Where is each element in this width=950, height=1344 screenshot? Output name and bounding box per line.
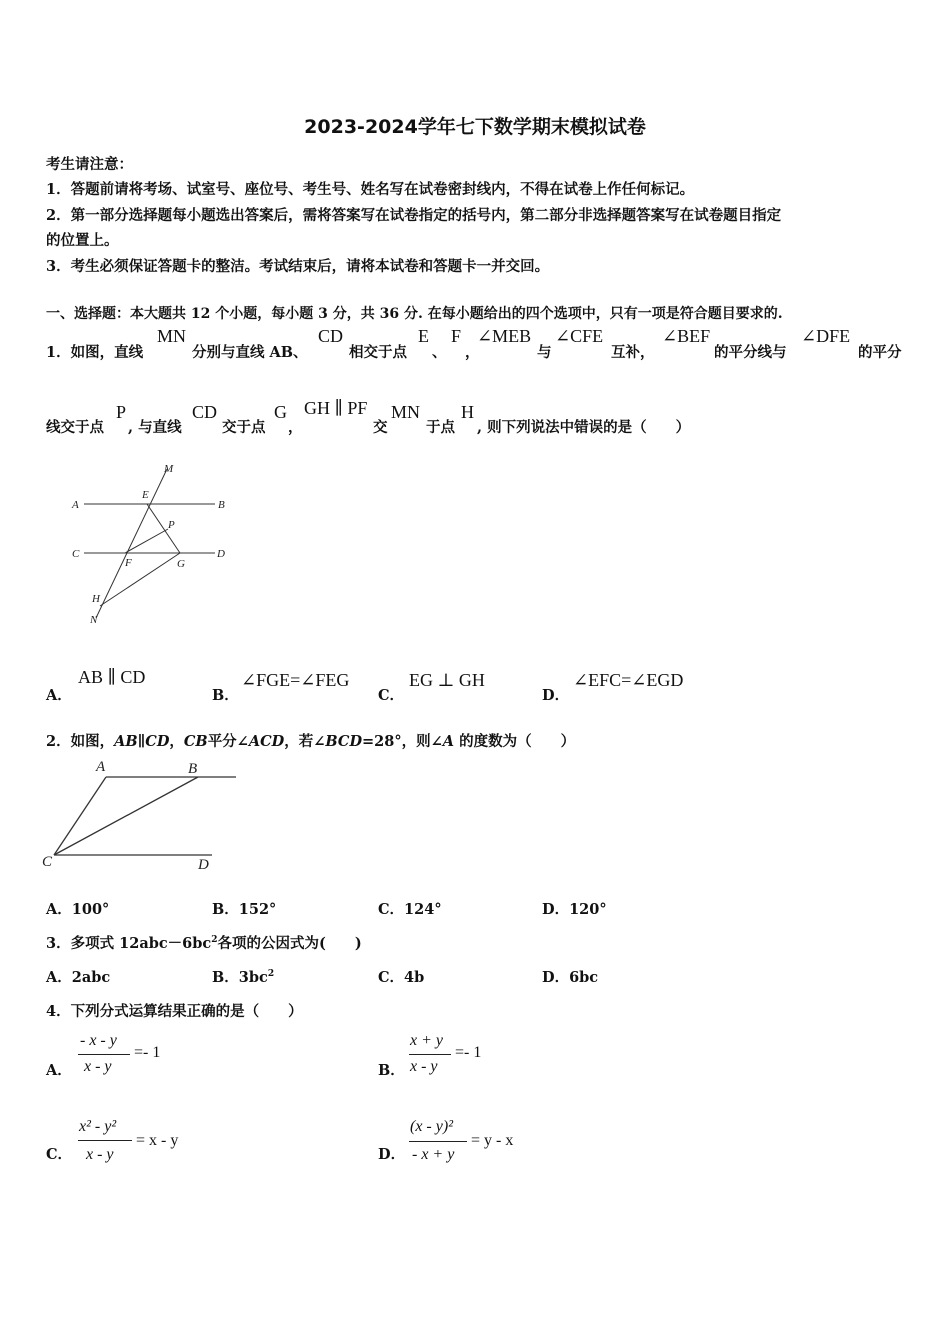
fraction-numerator: - x - y (80, 1032, 117, 1049)
q2-math: AB∥CD (114, 733, 170, 750)
q1-text: 与 (537, 344, 552, 361)
fig1-label-n: N (90, 614, 98, 626)
q1-text: , 则下列说法中错误的是（ ） (477, 419, 691, 436)
fraction-denominator: x - y (410, 1058, 438, 1075)
q4-option-c-letter: C． (46, 1146, 73, 1163)
q1-text: , 与直线 (128, 419, 182, 436)
fraction-denominator: x - y (84, 1058, 112, 1075)
q1-text: ， (288, 419, 303, 436)
q2-math: BCD (325, 733, 363, 750)
fig2-label-b: B (188, 761, 198, 777)
notice-heading: 考生请注意： (46, 156, 133, 173)
fig1-label-e: E (142, 489, 149, 501)
option-b (212, 966, 274, 987)
option-c-letter: C． (378, 687, 405, 704)
q1-text: ， (465, 344, 480, 361)
fig1-label-f: F (125, 557, 132, 569)
fig1-label-b: B (218, 499, 225, 511)
q1-text: 的平分 (858, 344, 902, 361)
option-a-math: AB ∥ CD (78, 667, 146, 687)
q1-text: 互补， (611, 344, 655, 361)
q1-math: GH ∥ PF (304, 398, 368, 418)
q1-math: MN (157, 326, 187, 346)
q1-math: ∠DFE (801, 326, 851, 346)
fraction-rhs: = y - x (471, 1132, 514, 1149)
fraction-rhs: =- 1 (455, 1044, 482, 1061)
option-c-math: EG ⊥ GH (409, 670, 485, 690)
option-a (46, 898, 109, 919)
q1-math: CD (192, 402, 218, 422)
question-2-figure (40, 755, 250, 875)
question-1-figure (60, 460, 250, 630)
fig1-label-g: G (177, 558, 185, 570)
q1-math: ∠BEF (662, 326, 711, 346)
fig1-label-a: A (72, 499, 79, 511)
option-b (212, 898, 276, 919)
fraction-rhs: = x - y (136, 1132, 179, 1149)
q1-math: MN (391, 402, 421, 422)
q3-exponent: 2 (211, 935, 218, 946)
q1-text: 、 (432, 344, 447, 361)
option-text: 124° (404, 901, 442, 918)
fig2-label-a: A (96, 759, 106, 775)
q1-text: 于点 (426, 419, 455, 436)
option-b-letter: B． (212, 687, 239, 704)
fig1-label-c: C (72, 548, 80, 560)
q1-text: 线交于点 (46, 419, 104, 436)
question-4-stem: 4．下列分式运算结果正确的是（ ） (46, 1003, 303, 1020)
q1-math: H (461, 402, 474, 422)
q1-text: 分别与直线 AB、 (192, 344, 308, 361)
q3-text: 各项的公因式为( ) (217, 935, 362, 952)
fig2-label-d: D (198, 857, 209, 873)
q2-text: ， (169, 733, 184, 750)
option-letter: C． (378, 901, 405, 918)
option-exponent: 2 (267, 969, 275, 980)
q1-text: 1．如图，直线 (46, 344, 144, 361)
option-text: 120° (569, 901, 607, 918)
fig1-label-m: M (164, 463, 174, 475)
q1-math: G (274, 402, 287, 422)
option-c (378, 966, 424, 987)
option-d (542, 898, 607, 919)
q1-text: 交于点 (222, 419, 266, 436)
option-a-letter: A． (46, 687, 72, 704)
fraction-bar (78, 1140, 132, 1141)
q2-text: =28°，则∠ (362, 733, 443, 750)
fraction-numerator: (x - y)² (410, 1118, 453, 1135)
option-text: 3bc (238, 969, 268, 986)
q2-text: 平分∠ (207, 733, 249, 750)
option-text: 100° (71, 901, 110, 918)
option-d-letter: D． (542, 687, 570, 704)
option-letter: D． (542, 969, 570, 986)
fig1-label-d: D (217, 548, 225, 560)
fig2-label-c: C (42, 854, 53, 870)
q4-option-d-letter: D． (378, 1146, 406, 1163)
q4-option-a-letter: A． (46, 1062, 72, 1079)
page-title: 2023-2024学年七下数学期末模拟试卷 (304, 116, 646, 138)
fraction-bar (78, 1054, 130, 1055)
q2-text: 的度数为（ ） (454, 733, 576, 750)
q1-math: CD (318, 326, 344, 346)
option-letter: D． (542, 901, 570, 918)
option-text: 152° (238, 901, 277, 918)
q1-text: 交 (373, 419, 388, 436)
option-d-math: ∠EFC=∠EGD (573, 670, 684, 690)
q2-text: ，若∠ (284, 733, 326, 750)
q1-math: ∠CFE (555, 326, 604, 346)
q1-math: F (451, 326, 462, 346)
option-c (378, 898, 442, 919)
fraction-denominator: x - y (86, 1146, 114, 1163)
fraction-numerator: x + y (410, 1032, 443, 1049)
option-a (46, 966, 110, 987)
q1-math: ∠MEB (477, 326, 532, 346)
notice-line-2a: 2．第一部分选择题每小题选出答案后，需将答案写在试卷指定的括号内，第二部分非选择题答案写在试卷题目指定 (46, 207, 782, 224)
option-letter: A． (46, 901, 72, 918)
q1-text: 相交于点 (349, 344, 407, 361)
q2-text: 2．如图， (46, 733, 115, 750)
q1-math: P (116, 402, 127, 422)
option-text: 6bc (569, 969, 599, 986)
q3-text: 3．多项式 12abc－6bc (46, 935, 212, 952)
option-text: 2abc (71, 969, 111, 986)
fig1-label-h: H (92, 593, 100, 605)
notice-line-3: 3．考生必须保证答题卡的整洁。考试结束后，请将本试卷和答题卡一并交回。 (46, 258, 550, 275)
notice-line-2b: 的位置上。 (46, 232, 119, 249)
option-letter: A． (46, 969, 72, 986)
question-2-stem (46, 730, 575, 751)
fraction-denominator: - x + y (412, 1146, 455, 1163)
option-b-math: ∠FGE=∠FEG (241, 670, 350, 690)
option-text: 4b (404, 969, 425, 986)
option-d (542, 966, 598, 987)
question-3-stem (46, 932, 362, 953)
q2-math: A (442, 733, 455, 750)
fraction-bar (409, 1141, 467, 1142)
q1-text: 的平分线与 (714, 344, 787, 361)
fraction-numerator: x² - y² (79, 1118, 117, 1135)
option-letter: C． (378, 969, 405, 986)
notice-line-1: 1．答题前请将考场、试室号、座位号、考生号、姓名写在试卷密封线内，不得在试卷上作任何标记。 (46, 181, 695, 198)
q2-math: ACD (248, 733, 285, 750)
option-letter: B． (212, 969, 239, 986)
q4-option-b-letter: B． (378, 1062, 405, 1079)
q2-math: CB (183, 733, 208, 750)
section-heading: 一、选择题：本大题共 12 个小题，每小题 3 分，共 36 分. 在每小题给出的四个选项中，只有一项是符合题目要求的. (46, 306, 783, 322)
option-letter: B． (212, 901, 239, 918)
q1-math: E (418, 326, 429, 346)
fig1-label-p: P (168, 519, 175, 531)
fraction-bar (409, 1054, 451, 1055)
fraction-rhs: =- 1 (134, 1044, 161, 1061)
